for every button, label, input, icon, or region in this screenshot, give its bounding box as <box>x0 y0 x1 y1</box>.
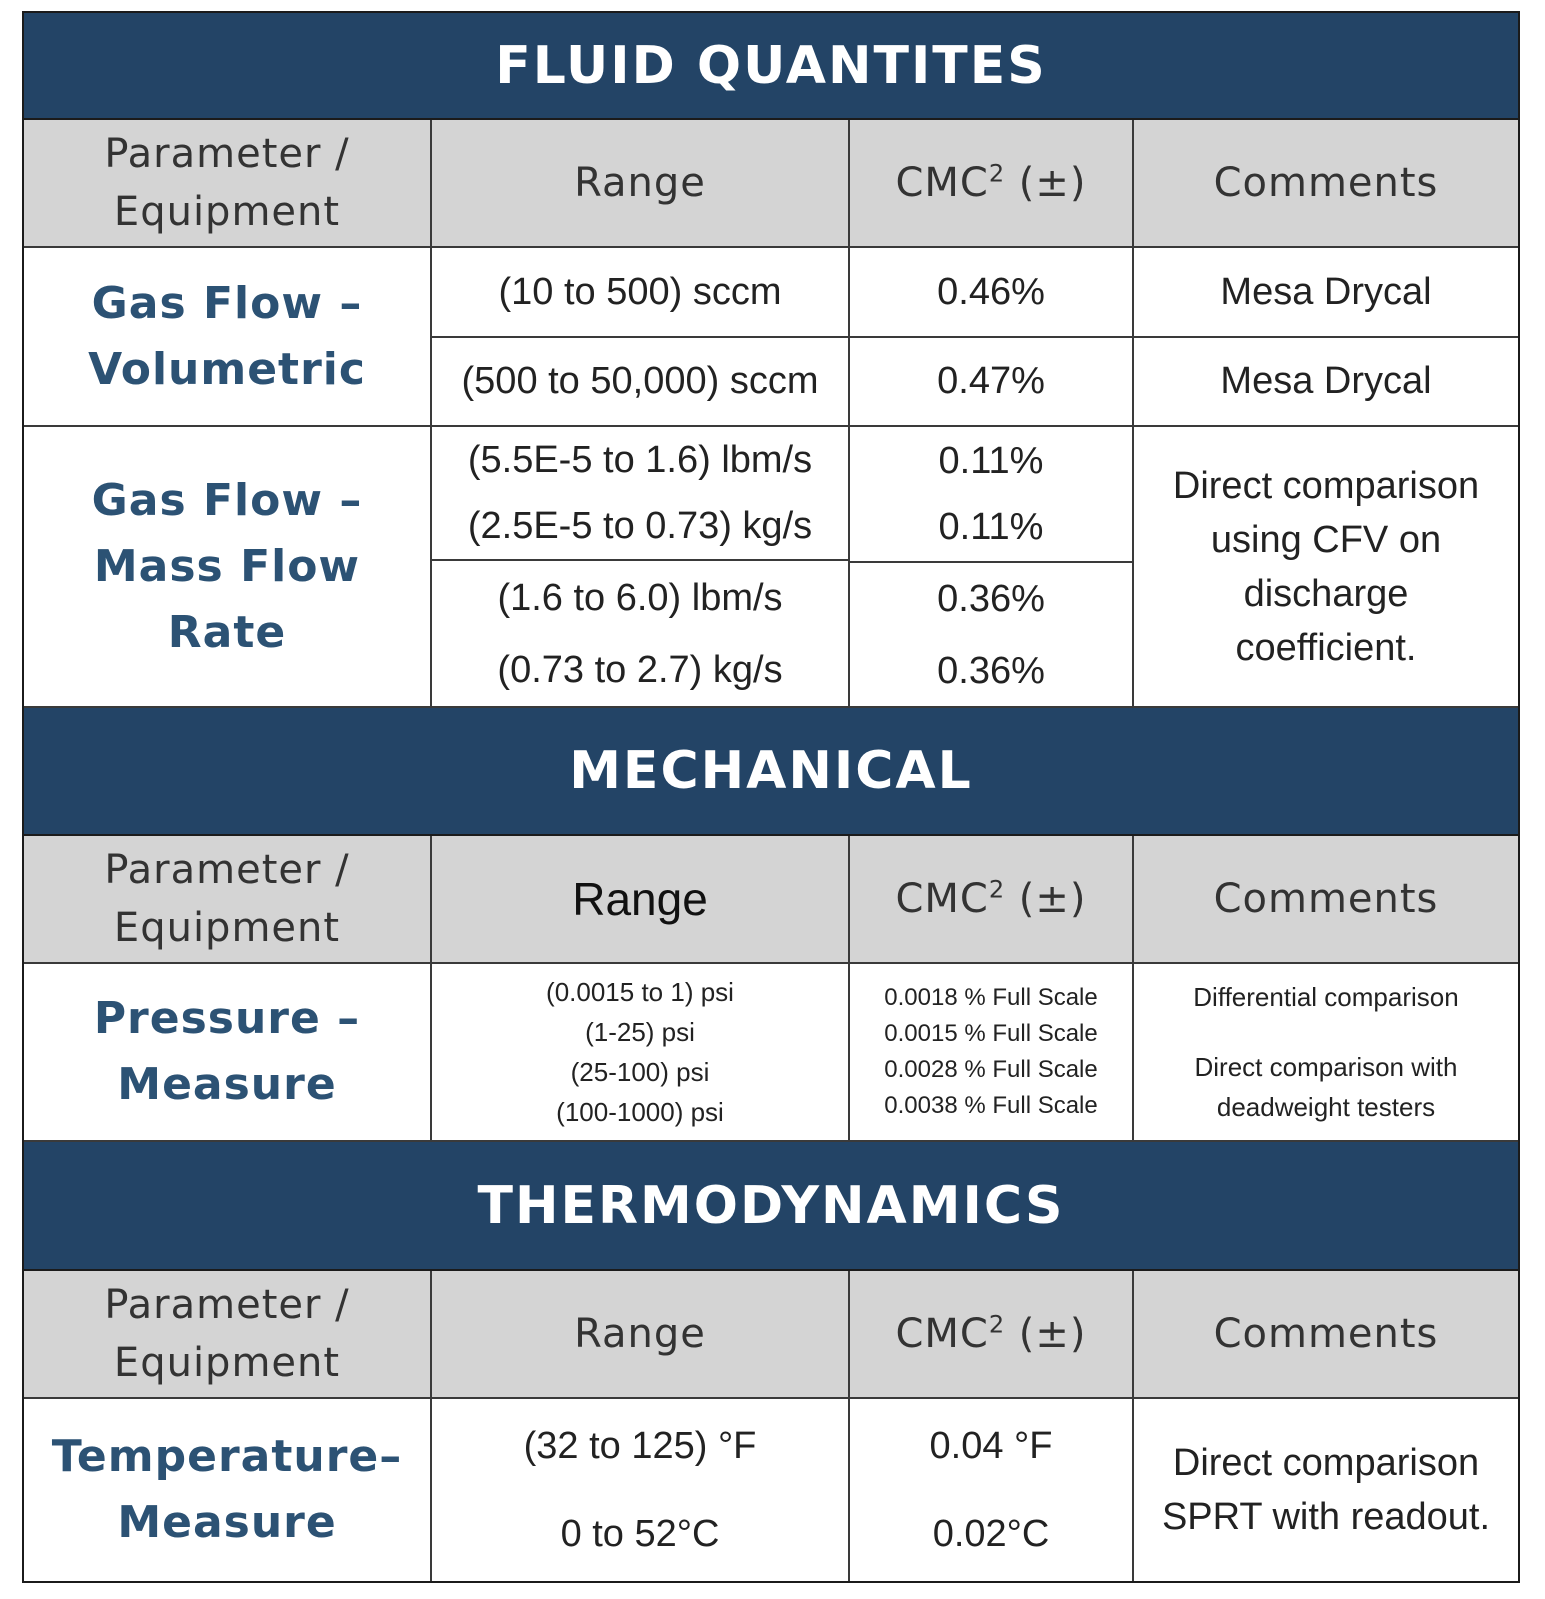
param-gas-flow-volumetric: Gas Flow – Volumetric <box>24 248 432 427</box>
section-title-thermodynamics: THERMODYNAMICS <box>24 1142 1518 1271</box>
cmc-cell: 0.04 °F 0.02°C <box>850 1399 1134 1581</box>
param-gas-flow-mass: Gas Flow – Mass Flow Rate <box>24 427 432 708</box>
param-temperature-measure: Temperature– Measure <box>24 1399 432 1581</box>
header-parameter: Parameter / Equipment <box>24 120 432 248</box>
cmc-cell: 0.47% <box>850 338 1134 427</box>
header-range: Range <box>432 120 850 248</box>
range-cell: (32 to 125) °F 0 to 52°C <box>432 1399 850 1581</box>
comment-cell: Mesa Drycal <box>1134 248 1518 338</box>
range-cell: (10 to 500) sccm <box>432 248 850 338</box>
comment-cell: Differential comparison Direct comparison with deadweight testers <box>1134 964 1518 1142</box>
range-cell: (0.0015 to 1) psi (1-25) psi (25-100) psi (100-1000) psi <box>432 964 850 1142</box>
comment-cell: Mesa Drycal <box>1134 338 1518 427</box>
header-cmc: CMC$^2$ (±) <box>850 120 1134 248</box>
header-parameter: Parameter / Equipment <box>24 1271 432 1399</box>
range-cell: (5.5E-5 to 1.6) lbm/s (2.5E-5 to 0.73) kg/s <box>432 427 850 561</box>
comment-cell: Direct comparison SPRT with readout. <box>1134 1399 1518 1581</box>
section-title-fluid: FLUID QUANTITES <box>24 13 1518 120</box>
header-range: Range <box>432 1271 850 1399</box>
range-cell: (1.6 to 6.0) lbm/s (0.73 to 2.7) kg/s <box>432 561 850 708</box>
cmc-cell: 0.0018 % Full Scale 0.0015 % Full Scale 0.0028 % Full Scale 0.0038 % Full Scale <box>850 964 1134 1142</box>
header-range: Range <box>432 836 850 964</box>
section-title-mechanical: MECHANICAL <box>24 708 1518 836</box>
comment-cell: Direct comparison using CFV on discharge coefficient. <box>1134 427 1518 708</box>
header-comments: Comments <box>1134 836 1518 964</box>
header-cmc: CMC$^2$ (±) <box>850 836 1134 964</box>
header-cmc: CMC$^2$ (±) <box>850 1271 1134 1399</box>
cmc-cell: 0.46% <box>850 248 1134 338</box>
header-comments: Comments <box>1134 120 1518 248</box>
param-pressure-measure: Pressure – Measure <box>24 964 432 1142</box>
calibration-table <box>22 11 1520 1583</box>
header-comments: Comments <box>1134 1271 1518 1399</box>
cmc-cell: 0.36% 0.36% <box>850 561 1134 708</box>
cmc-cell: 0.11% 0.11% <box>850 427 1134 561</box>
header-parameter: Parameter / Equipment <box>24 836 432 964</box>
range-cell: (500 to 50,000) sccm <box>432 338 850 427</box>
